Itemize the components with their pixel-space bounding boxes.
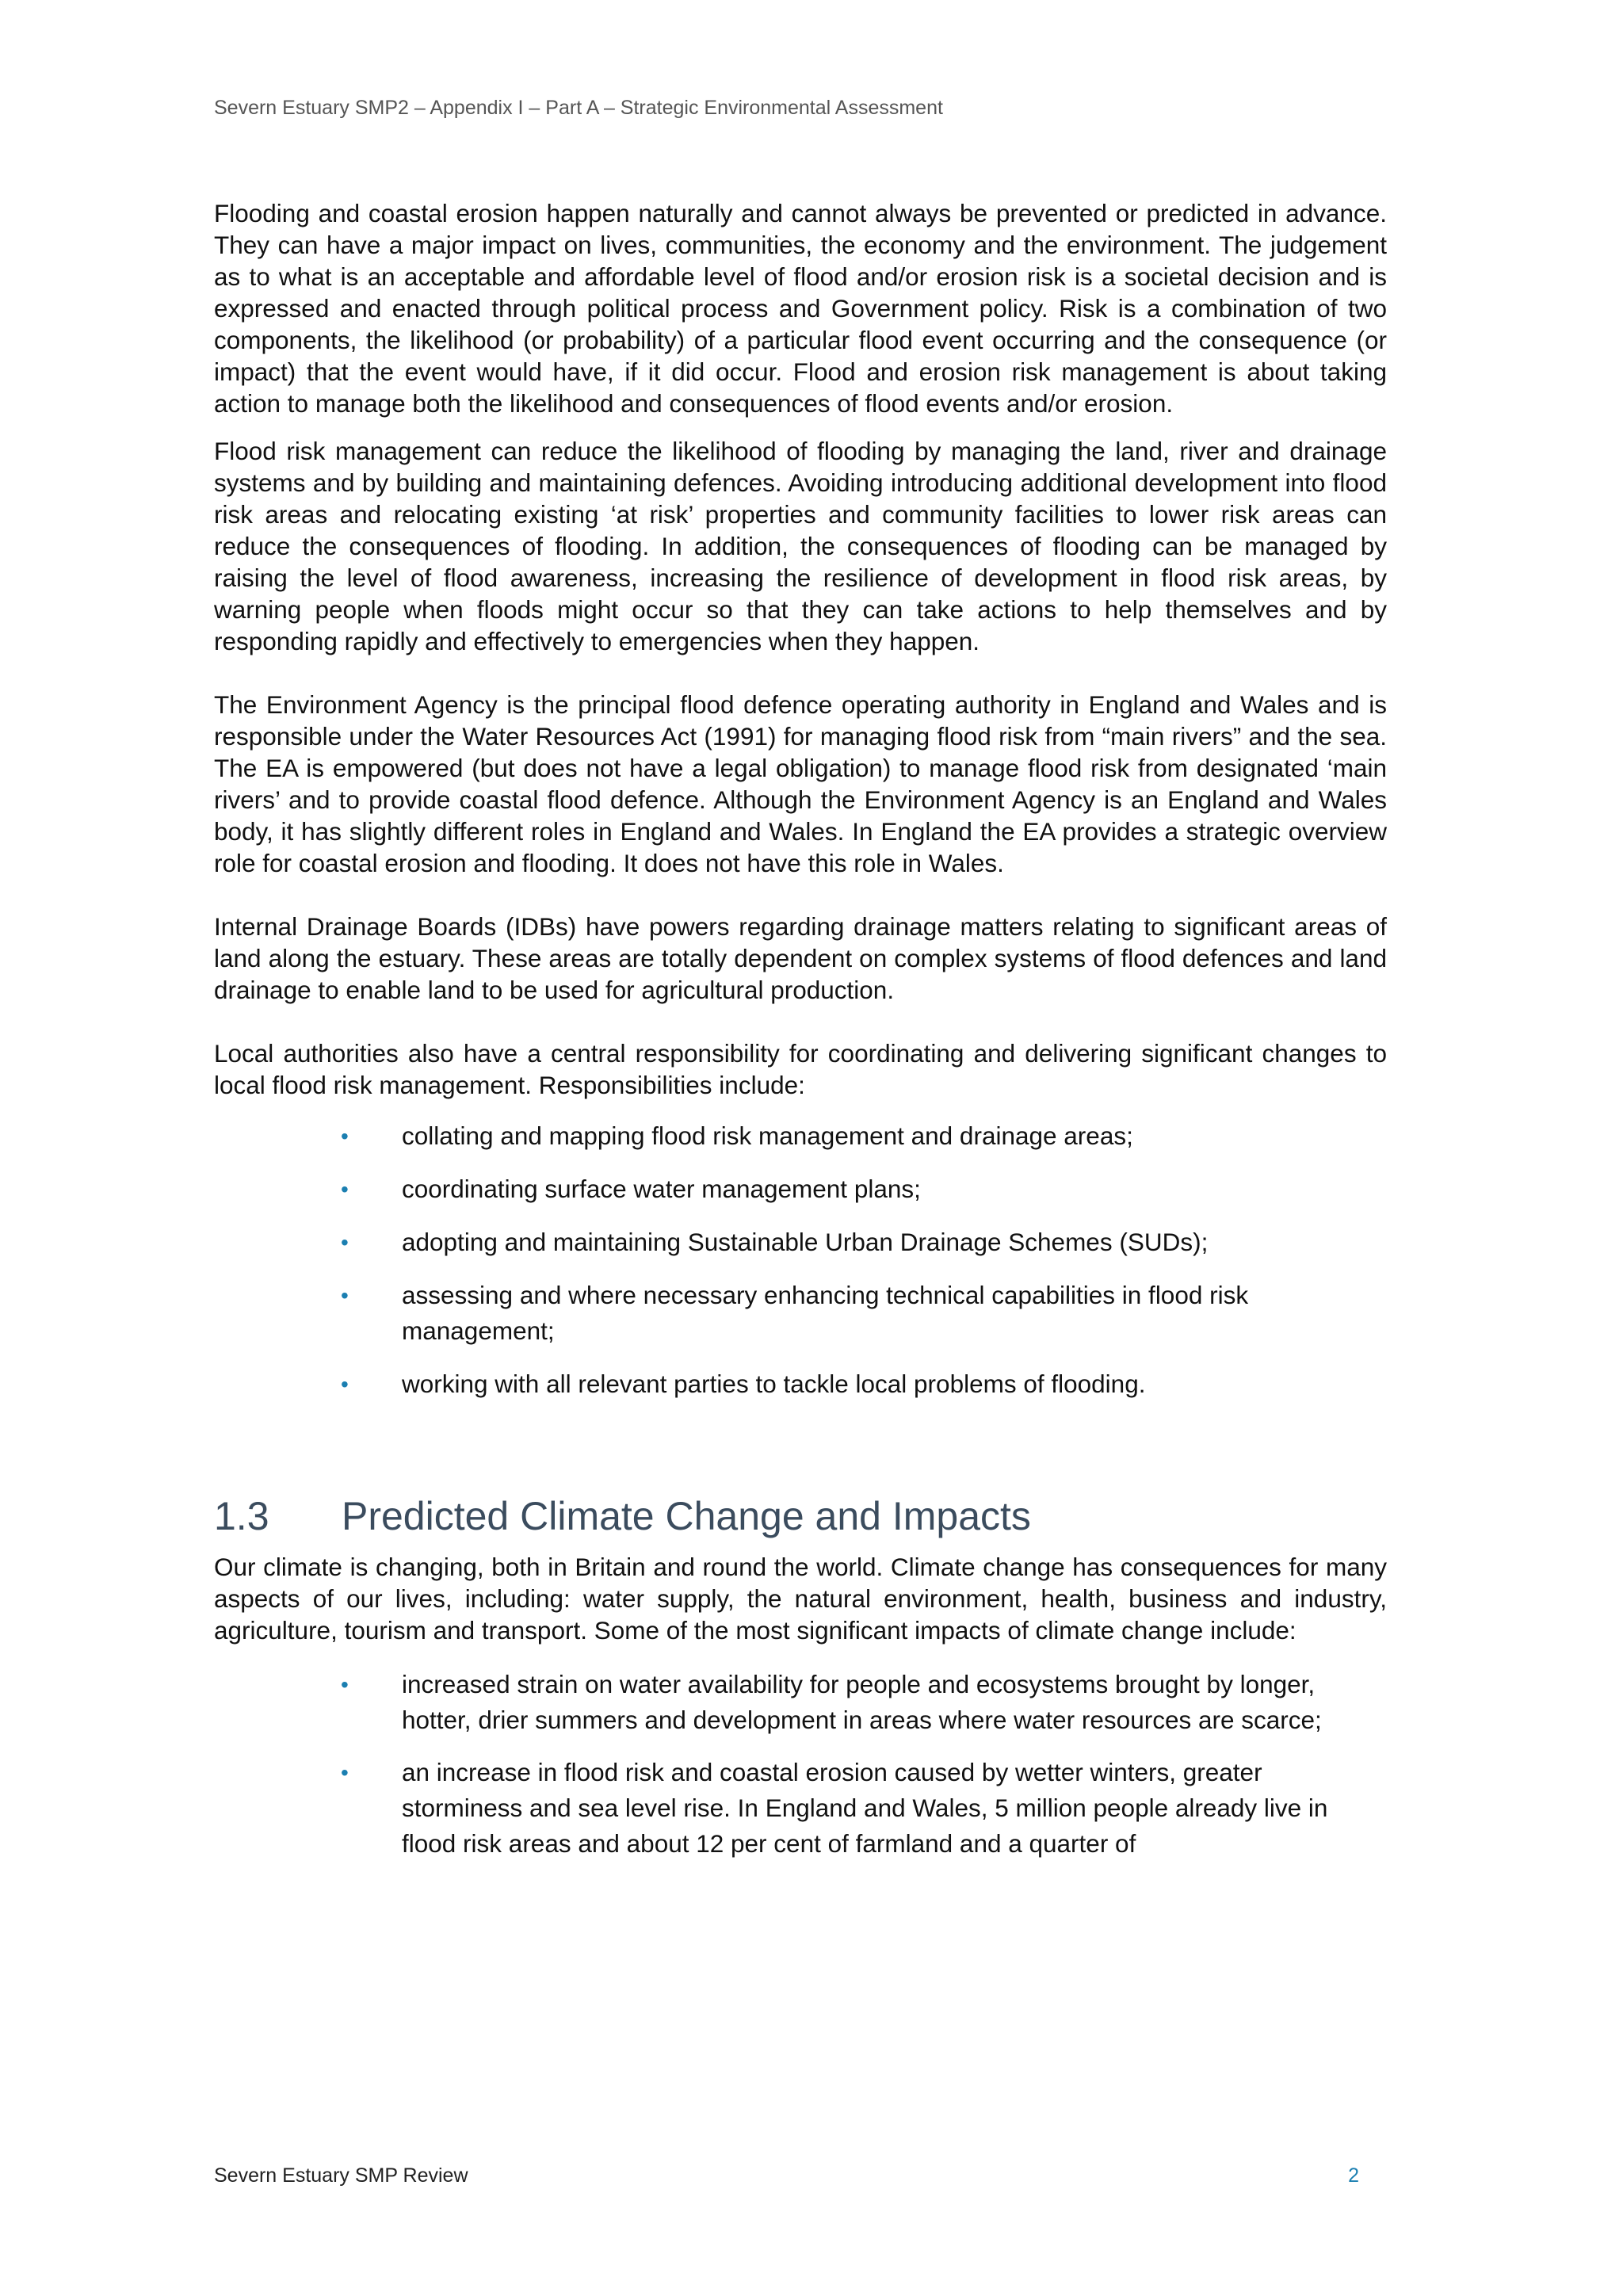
- paragraph-flood-risk-management: Flood risk management can reduce the likelihood of flooding by managing the land, river and drainage systems and by building and maintaining defences. Avoiding introducing additional development into flood risk areas and relocating existing ‘at risk’ properties and community facilities to lower risk areas can reduce the consequences of flooding. In addition, the consequences of flooding can be managed by raising the level of flood awareness, increasing the resilience of development in flood risk areas, by warning people when floods might occur so that they can take actions to help themselves and by responding rapidly and effectively to emergencies when they happen.: [214, 437, 1387, 655]
- running-header: Severn Estuary SMP2 – Appendix I – Part A – Strategic Environmental Assessment: [214, 97, 943, 119]
- list-item-text: assessing and where necessary enhancing technical capabilities in flood risk management;: [402, 1281, 1249, 1345]
- list-item-text: collating and mapping flood risk management and drainage areas;: [402, 1121, 1133, 1150]
- paragraph-flooding-overview: Flooding and coastal erosion happen naturally and cannot always be prevented or predicted in advance. They can have a major impact on lives, communities, the economy and the environment. The judgement as to what is an acceptable and affordable level of flood and/or erosion risk is a societal decision and is expressed and enacted through political process and Government policy. Risk is a combination of two components, the likelihood (or probability) of a particular flood event occurring and the consequence (or impact) that the event would have, if it did occur. Flood and erosion risk management is about taking action to manage both the likelihood and consequences of flood events and/or erosion.: [214, 199, 1387, 418]
- list-item: [214, 1755, 1387, 1862]
- paragraph-internal-drainage-boards: Internal Drainage Boards (IDBs) have powers regarding drainage matters relating to significant areas of land along the estuary. These areas are totally dependent on complex systems of flood defences and land drainage to enable land to be used for agricultural production.: [214, 912, 1387, 1004]
- list-item-text: an increase in flood risk and coastal erosion caused by wetter winters, greater storminess and sea level rise. In England and Wales, 5 million people already live in flood risk areas and about 12 per cent of farmland and a quarter of: [402, 1758, 1328, 1858]
- bullet-icon: •: [341, 1283, 349, 1308]
- section-heading: [214, 1492, 1387, 1540]
- bullet-icon: •: [341, 1230, 349, 1255]
- list-item: [214, 1224, 1387, 1260]
- list-item-text: adopting and maintaining Sustainable Urban Drainage Schemes (SUDs);: [402, 1228, 1209, 1256]
- list-item: [214, 1118, 1387, 1154]
- bullet-icon: •: [341, 1124, 349, 1148]
- list-item: [214, 1171, 1387, 1207]
- list-item-text: working with all relevant parties to tackle local problems of flooding.: [402, 1370, 1146, 1398]
- list-item-text: coordinating surface water management plans;: [402, 1175, 921, 1203]
- section-title: Predicted Climate Change and Impacts: [342, 1494, 1031, 1538]
- list-item-text: increased strain on water availability for people and ecosystems brought by longer, hotter, drier summers and development in areas where water resources are scarce;: [402, 1670, 1322, 1734]
- section-number: 1.3: [214, 1494, 269, 1538]
- page-content: [214, 197, 1387, 1878]
- footer-text: Severn Estuary SMP Review: [214, 2164, 468, 2187]
- list-item: [214, 1366, 1387, 1402]
- paragraph-climate-intro: Our climate is changing, both in Britain and round the world. Climate change has consequences for many aspects of our lives, including: water supply, the natural environment, health, business and industry, agriculture, tourism and transport. Some of the most significant impacts of climate change include:: [214, 1553, 1387, 1645]
- responsibilities-list: [214, 1118, 1387, 1402]
- paragraph-environment-agency: The Environment Agency is the principal flood defence operating authority in England and Wales and is responsible under the Water Resources Act (1991) for managing flood risk from “main rivers” and the sea. The EA is empowered (but does not have a legal obligation) to manage flood risk from designated ‘main rivers’ and to provide coastal flood defence. Although the Environment Agency is an England and Wales body, it has slightly different roles in England and Wales. In England the EA provides a strategic overview role for coastal erosion and flooding. It does not have this role in Wales.: [214, 690, 1387, 877]
- list-item: [214, 1667, 1387, 1738]
- bullet-icon: •: [341, 1760, 349, 1785]
- paragraph-local-authorities: Local authorities also have a central responsibility for coordinating and delivering significant changes to local flood risk management. Responsibilities include:: [214, 1039, 1387, 1099]
- bullet-icon: •: [341, 1177, 349, 1201]
- page-number: 2: [1348, 2164, 1359, 2187]
- climate-impacts-list: [214, 1667, 1387, 1862]
- bullet-icon: •: [341, 1372, 349, 1396]
- bullet-icon: •: [341, 1672, 349, 1697]
- list-item: [214, 1278, 1387, 1349]
